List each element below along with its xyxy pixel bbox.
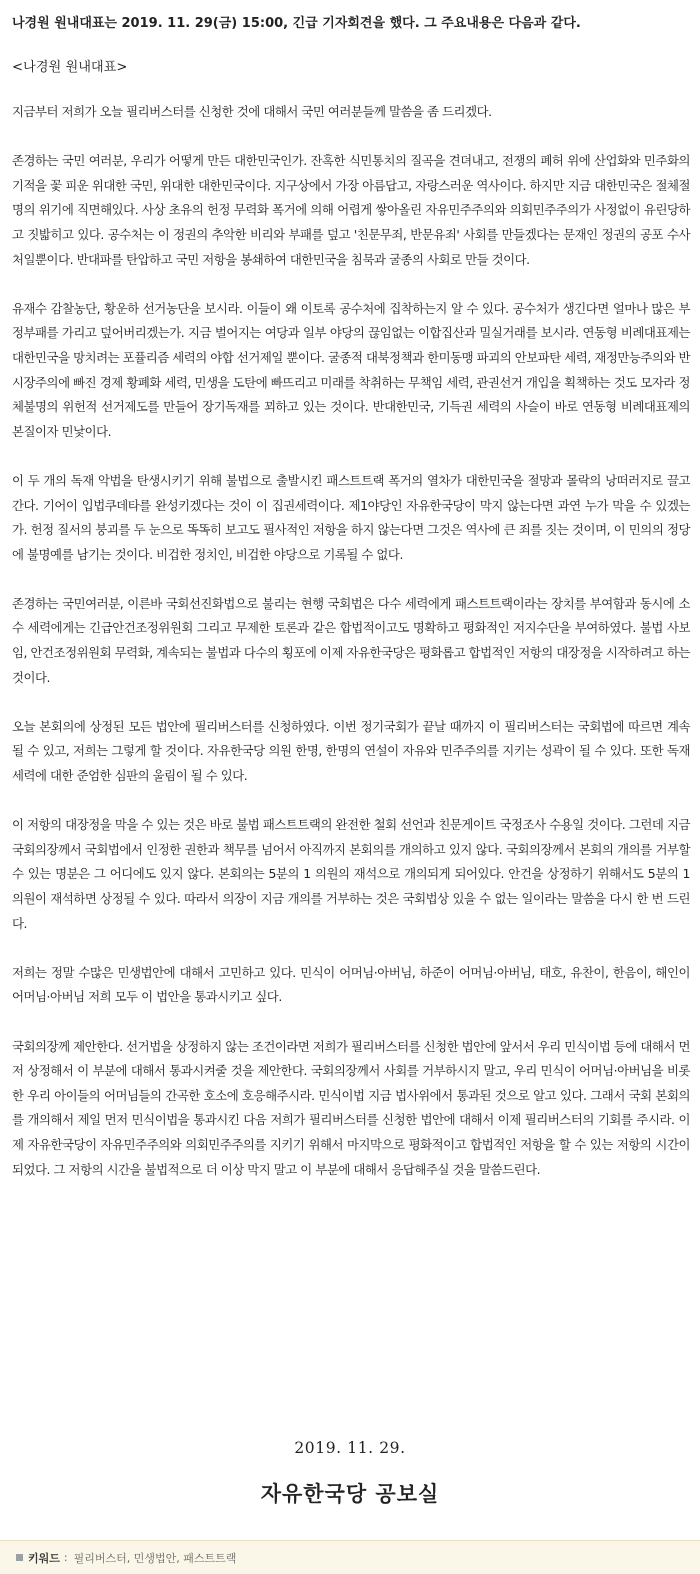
signature-org: 자유한국당 공보실	[260, 1482, 440, 1506]
keyword-bar	[0, 1540, 700, 1574]
paragraph: 국회의장께 제안한다. 선거법을 상정하지 않는 조건이라면 저희가 필리버스터를 신청한 법안에 앞서서 우리 민식이법 등에 대해서 먼저 상정해서 이 부분에 대해서 통과시켜줄 것을 제안한다. 국회의장께서 사회를 거부하시지 말고, 우리 민식이 어머님·아버님을 비롯한 우리 아이들의 어머님들의 간곡한 호소에 호응해주시라. 민식이법 지금 법사위에서 통과된 것으로 알고 있다. 그래서 국회 본회의를 개의해서 제일 먼저 민식이법을 통과시킨 다음 저희가 필리버스터를 신청한 법안에 대해서 이제 필리버스터의 기회를 주시라. 이제 자유한국당이 자유민주주의와 의회민주주의를 지키기 위해서 마지막으로 평화적이고 합법적인 저항을 할 수 있는 저항의 시간이 되었다. 그 저항의 시간을 불법적으로 더 이상 막지 말고 이 부분에 대해서 응답해주실 것을 말씀드린다.	[12, 1038, 690, 1177]
paragraph: 이 저항의 대장정을 막을 수 있는 것은 바로 불법 패스트트랙의 완전한 철회 선언과 친문게이트 국정조사 수용일 것이다. 그런데 지금 국회의장께서 국회법에서 인정한 권한과 책무를 넘어서 아직까지 본회의를 개의하고 있지 않다. 국회의장께서 본회의 개의를 거부할 수 있는 명분은 그 어디에도 있지 않다. 본회의는 5분의 1 의원의 재석으로 개의되게 되어있다. 안건을 상정하기 위해서도 5분의 1 의원이 재석하면 상정될 수 있다. 따라서 의장이 지금 개의를 거부하는 것은 국회법상 있을 수 없는 일이라는 말씀을 다시 한 번 드린다.	[12, 817, 690, 931]
signature-date: 2019. 11. 29.	[294, 1439, 406, 1457]
paragraph: 존경하는 국민여러분, 이른바 국회선진화법으로 불리는 현행 국회법은 다수 세력에게 패스트트랙이라는 장치를 부여함과 동시에 소수 세력에게는 긴급안건조정위원회 그리고 무제한 토론과 같은 합법적이고도 명확하고 평화적인 저지수단을 부여하였다. 불법 사보임, 안건조정위원회 무력화, 계속되는 불법과 다수의 횡포에 이제 자유한국당은 평화롭고 합법적인 저항의 대장정을 시작하려고 하는 것이다.	[12, 595, 690, 685]
square-bullet-icon	[16, 1554, 23, 1561]
headline: 나경원 원내대표는 2019. 11. 29(금) 15:00, 긴급 기자회견을 했다. 그 주요내용은 다음과 같다.	[12, 16, 581, 31]
paragraph: 저희는 정말 수많은 민생법안에 대해서 고민하고 있다. 민식이 어머님·아버님, 하준이 어머님·아버님, 태호, 유찬이, 한음이, 해인이 어머님·아버님 저희 모두 이 법안을 통과시키고 싶다.	[12, 964, 690, 1005]
paragraph: 유재수 감찰농단, 황운하 선거농단을 보시라. 이들이 왜 이토록 공수처에 집착하는지 알 수 있다. 공수처가 생긴다면 얼마나 많은 부정부패를 가리고 덮어버리겠는가. 지금 벌어지는 여당과 일부 야당의 끊임없는 이합집산과 밀실거래를 보시라. 연동형 비례대표제는 대한민국을 망치려는 포퓰리즘 세력의 야합 선거제일 뿐이다. 굴종적 대북정책과 한미동맹 파괴의 안보파탄 세력, 재정만능주의와 반시장주의에 빠진 경제 황폐화 세력, 민생을 도탄에 빠뜨리고 미래를 착취하는 무책임 세력, 관권선거 개입을 획책하는 것도 모자라 정체불명의 위헌적 선거제도를 만들어 장기독재를 꾀하고 있는 것이다. 반대한민국, 기득권 세력의 사슬이 바로 연동형 비례대표제의 본질이자 민낯이다.	[12, 300, 690, 439]
paragraph: 존경하는 국민 여러분, 우리가 어떻게 만든 대한민국인가. 잔혹한 식민통치의 질곡을 견뎌내고, 전쟁의 폐허 위에 산업화와 민주화의 기적을 꽃 피운 위대한 국민, 위대한 대한민국이다. 지구상에서 가장 아름답고, 자랑스러운 역사이다. 하지만 지금 대한민국은 절체절명의 위기에 직면해있다. 사상 초유의 헌정 무력화 폭거에 의해 어렵게 쌓아올린 자유민주주의와 의회민주주의가 사정없이 유린당하고 짓밟히고 있다. 공수처는 이 정권의 추악한 비리와 부패를 덮고 '친문무죄, 반문유죄' 사회를 만들겠다는 문재인 정권의 공포 수사처일뿐이다. 반대파를 탄압하고 국민 저항을 봉쇄하여 대한민국을 침묵과 굴종의 사회로 만들 것이다.	[12, 153, 690, 267]
press-release-body	[12, 14, 690, 1207]
keyword-separator: :	[63, 1551, 68, 1564]
keyword-label: 키워드	[28, 1551, 60, 1565]
speaker-label: <나경원 원내대표>	[12, 60, 128, 75]
paragraph: 오늘 본회의에 상정된 모든 법안에 필리버스터를 신청하였다. 이번 정기국회가 끝날 때까지 이 필리버스터는 국회법에 따르면 계속 될 수 있고, 저희는 그렇게 할 것이다. 자유한국당 의원 한명, 한명의 연설이 자유와 민주주의를 지키는 성곽이 될 수 있다. 또한 독재세력에 대한 준엄한 심판의 울림이 될 수 있다.	[12, 718, 690, 784]
keyword-list[interactable]: 필리버스터, 민생법안, 패스트트랙	[73, 1551, 237, 1565]
paragraph: 이 두 개의 독재 악법을 탄생시키기 위해 불법으로 출발시킨 패스트트랙 폭거의 열차가 대한민국을 절망과 몰락의 낭떠러지로 끌고 간다. 기어이 입법쿠데타를 완성키겠다는 것이 이 집권세력이다. 제1야당인 자유한국당이 막지 않는다면 과연 누가 막을 수 있겠는가. 헌정 질서의 붕괴를 두 눈으로 똑똑히 보고도 필사적인 저항을 하지 않는다면 그것은 역사에 큰 죄를 짓는 것이며, 이 민의의 정당에 불명예를 남기는 것이다. 비겁한 정치인, 비겁한 야당으로 기록될 수 없다.	[12, 472, 690, 562]
paragraph: 지금부터 저희가 오늘 필리버스터를 신청한 것에 대해서 국민 여러분들께 말씀을 좀 드리겠다.	[12, 104, 492, 119]
